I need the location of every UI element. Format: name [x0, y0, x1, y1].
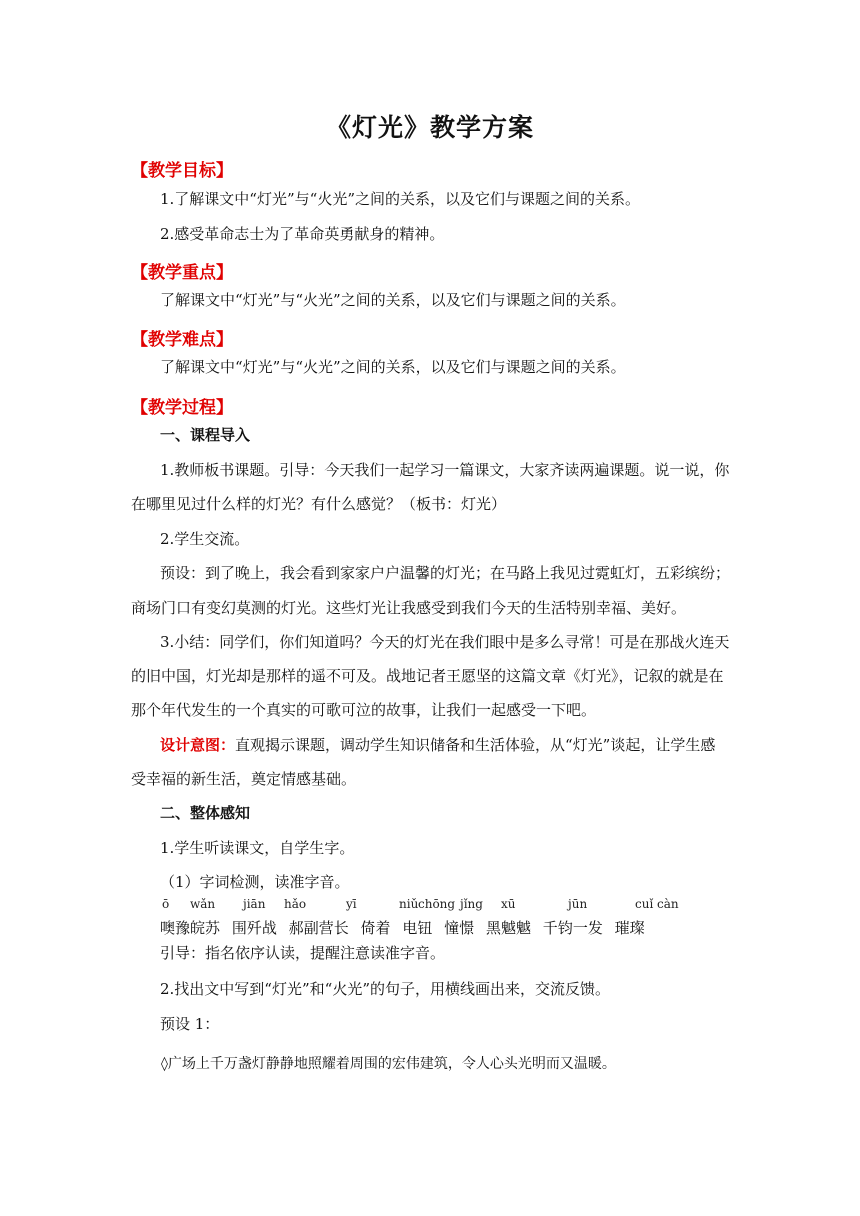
section-heading-difficulties: 【教学难点】 — [131, 330, 233, 350]
vocab-word: 电钮 — [402, 919, 433, 937]
vocab-word: 黑魆魆 — [485, 919, 531, 937]
pinyin-annotation: càn — [657, 897, 679, 911]
vocab-word: 郝副营长 — [288, 919, 349, 937]
paragraph-line: 预设 1： — [160, 1015, 220, 1033]
pinyin-annotation: jǐng — [460, 897, 483, 911]
section-heading-process: 【教学过程】 — [131, 398, 233, 418]
paragraph-line: 的旧中国，灯光却是那样的遥不可及。战地记者王愿坚的这篇文章《灯光》，记叙的就是在 — [131, 667, 724, 685]
pinyin-annotation: xū — [501, 897, 516, 911]
paragraph-line: ◊广场上千万盏灯静静地照耀着周围的宏伟建筑，令人心头光明而又温暖。 — [161, 1056, 616, 1072]
pinyin-annotation: cuǐ — [635, 897, 654, 911]
paragraph-line: 预设：到了晚上，我会看到家家户户温馨的灯光；在马路上我见过霓虹灯，五彩缤纷； — [160, 564, 731, 582]
part2-heading: 二、整体感知 — [160, 804, 251, 822]
paragraph-line: 引导：指名依序认读，提醒注意读准字音。 — [160, 944, 446, 962]
paragraph-line: 2.学生交流。 — [160, 530, 250, 548]
paragraph-line: 1.教师板书课题。引导：今天我们一起学习一篇课文，大家齐读两遍课题。说一说，你 — [160, 461, 730, 479]
document-title: 《灯光》教学方案 — [325, 113, 534, 142]
section-heading-key-points: 【教学重点】 — [131, 263, 233, 283]
paragraph-line: 商场门口有变幻莫测的灯光。这些灯光让我感受到我们今天的生活特别幸福、美好。 — [131, 599, 687, 617]
paragraph-line: 受幸福的新生活，奠定情感基础。 — [131, 770, 357, 788]
paragraph-line: 2.找出文中写到“灯光”和“火光”的句子，用横线画出来，交流反馈。 — [160, 980, 610, 998]
pinyin-annotation: niǔ — [399, 897, 419, 911]
paragraph-line: （1）字词检测，读准字音。 — [160, 873, 350, 891]
section-heading-goals: 【教学目标】 — [131, 161, 233, 181]
pinyin-annotation: ō — [162, 897, 170, 911]
pinyin-annotation: chōng — [418, 897, 456, 911]
vocab-word: 璀璨 — [614, 919, 645, 937]
vocab-word: 围歼战 — [231, 919, 277, 937]
difficulties-text: 了解课文中“灯光”与“火光”之间的关系，以及它们与课题之间的关系。 — [160, 358, 626, 376]
vocab-word: 噢豫皖苏 — [160, 919, 221, 937]
vocabulary-words — [160, 917, 652, 938]
vocab-word: 千钧一发 — [542, 919, 603, 937]
paragraph-line: 1.学生听读课文，自学生字。 — [160, 839, 355, 857]
pinyin-annotation: hǎo — [284, 897, 307, 911]
goal-item-1: 1.了解课文中“灯光”与“火光”之间的关系，以及它们与课题之间的关系。 — [160, 190, 640, 208]
pinyin-annotation: yī — [346, 897, 357, 911]
pinyin-annotation: jūn — [568, 897, 588, 911]
paragraph-line: 3.小结：同学们，你们知道吗？今天的灯光在我们眼中是多么寻常！可是在那战火连天 — [160, 633, 730, 651]
design-intent-line — [160, 738, 715, 753]
goal-item-2: 2.感受革命志士为了革命英勇献身的精神。 — [160, 225, 445, 243]
paragraph-line: 在哪里见过什么样的灯光？有什么感觉？（板书：灯光） — [131, 495, 507, 513]
pinyin-annotation: jiān — [243, 897, 266, 911]
design-intent-text: 直观揭示课题，调动学生知识储备和生活体验，从“灯光”谈起，让学生感 — [235, 736, 716, 754]
key-points-text: 了解课文中“灯光”与“火光”之间的关系，以及它们与课题之间的关系。 — [160, 291, 626, 309]
pinyin-annotation: wǎn — [190, 897, 216, 911]
design-intent-label: 设计意图： — [160, 736, 236, 754]
vocab-word: 憧憬 — [444, 919, 475, 937]
part1-heading: 一、课程导入 — [160, 426, 251, 444]
vocab-word: 倚着 — [360, 919, 391, 937]
paragraph-line: 那个年代发生的一个真实的可歌可泣的故事，让我们一起感受一下吧。 — [131, 701, 597, 719]
